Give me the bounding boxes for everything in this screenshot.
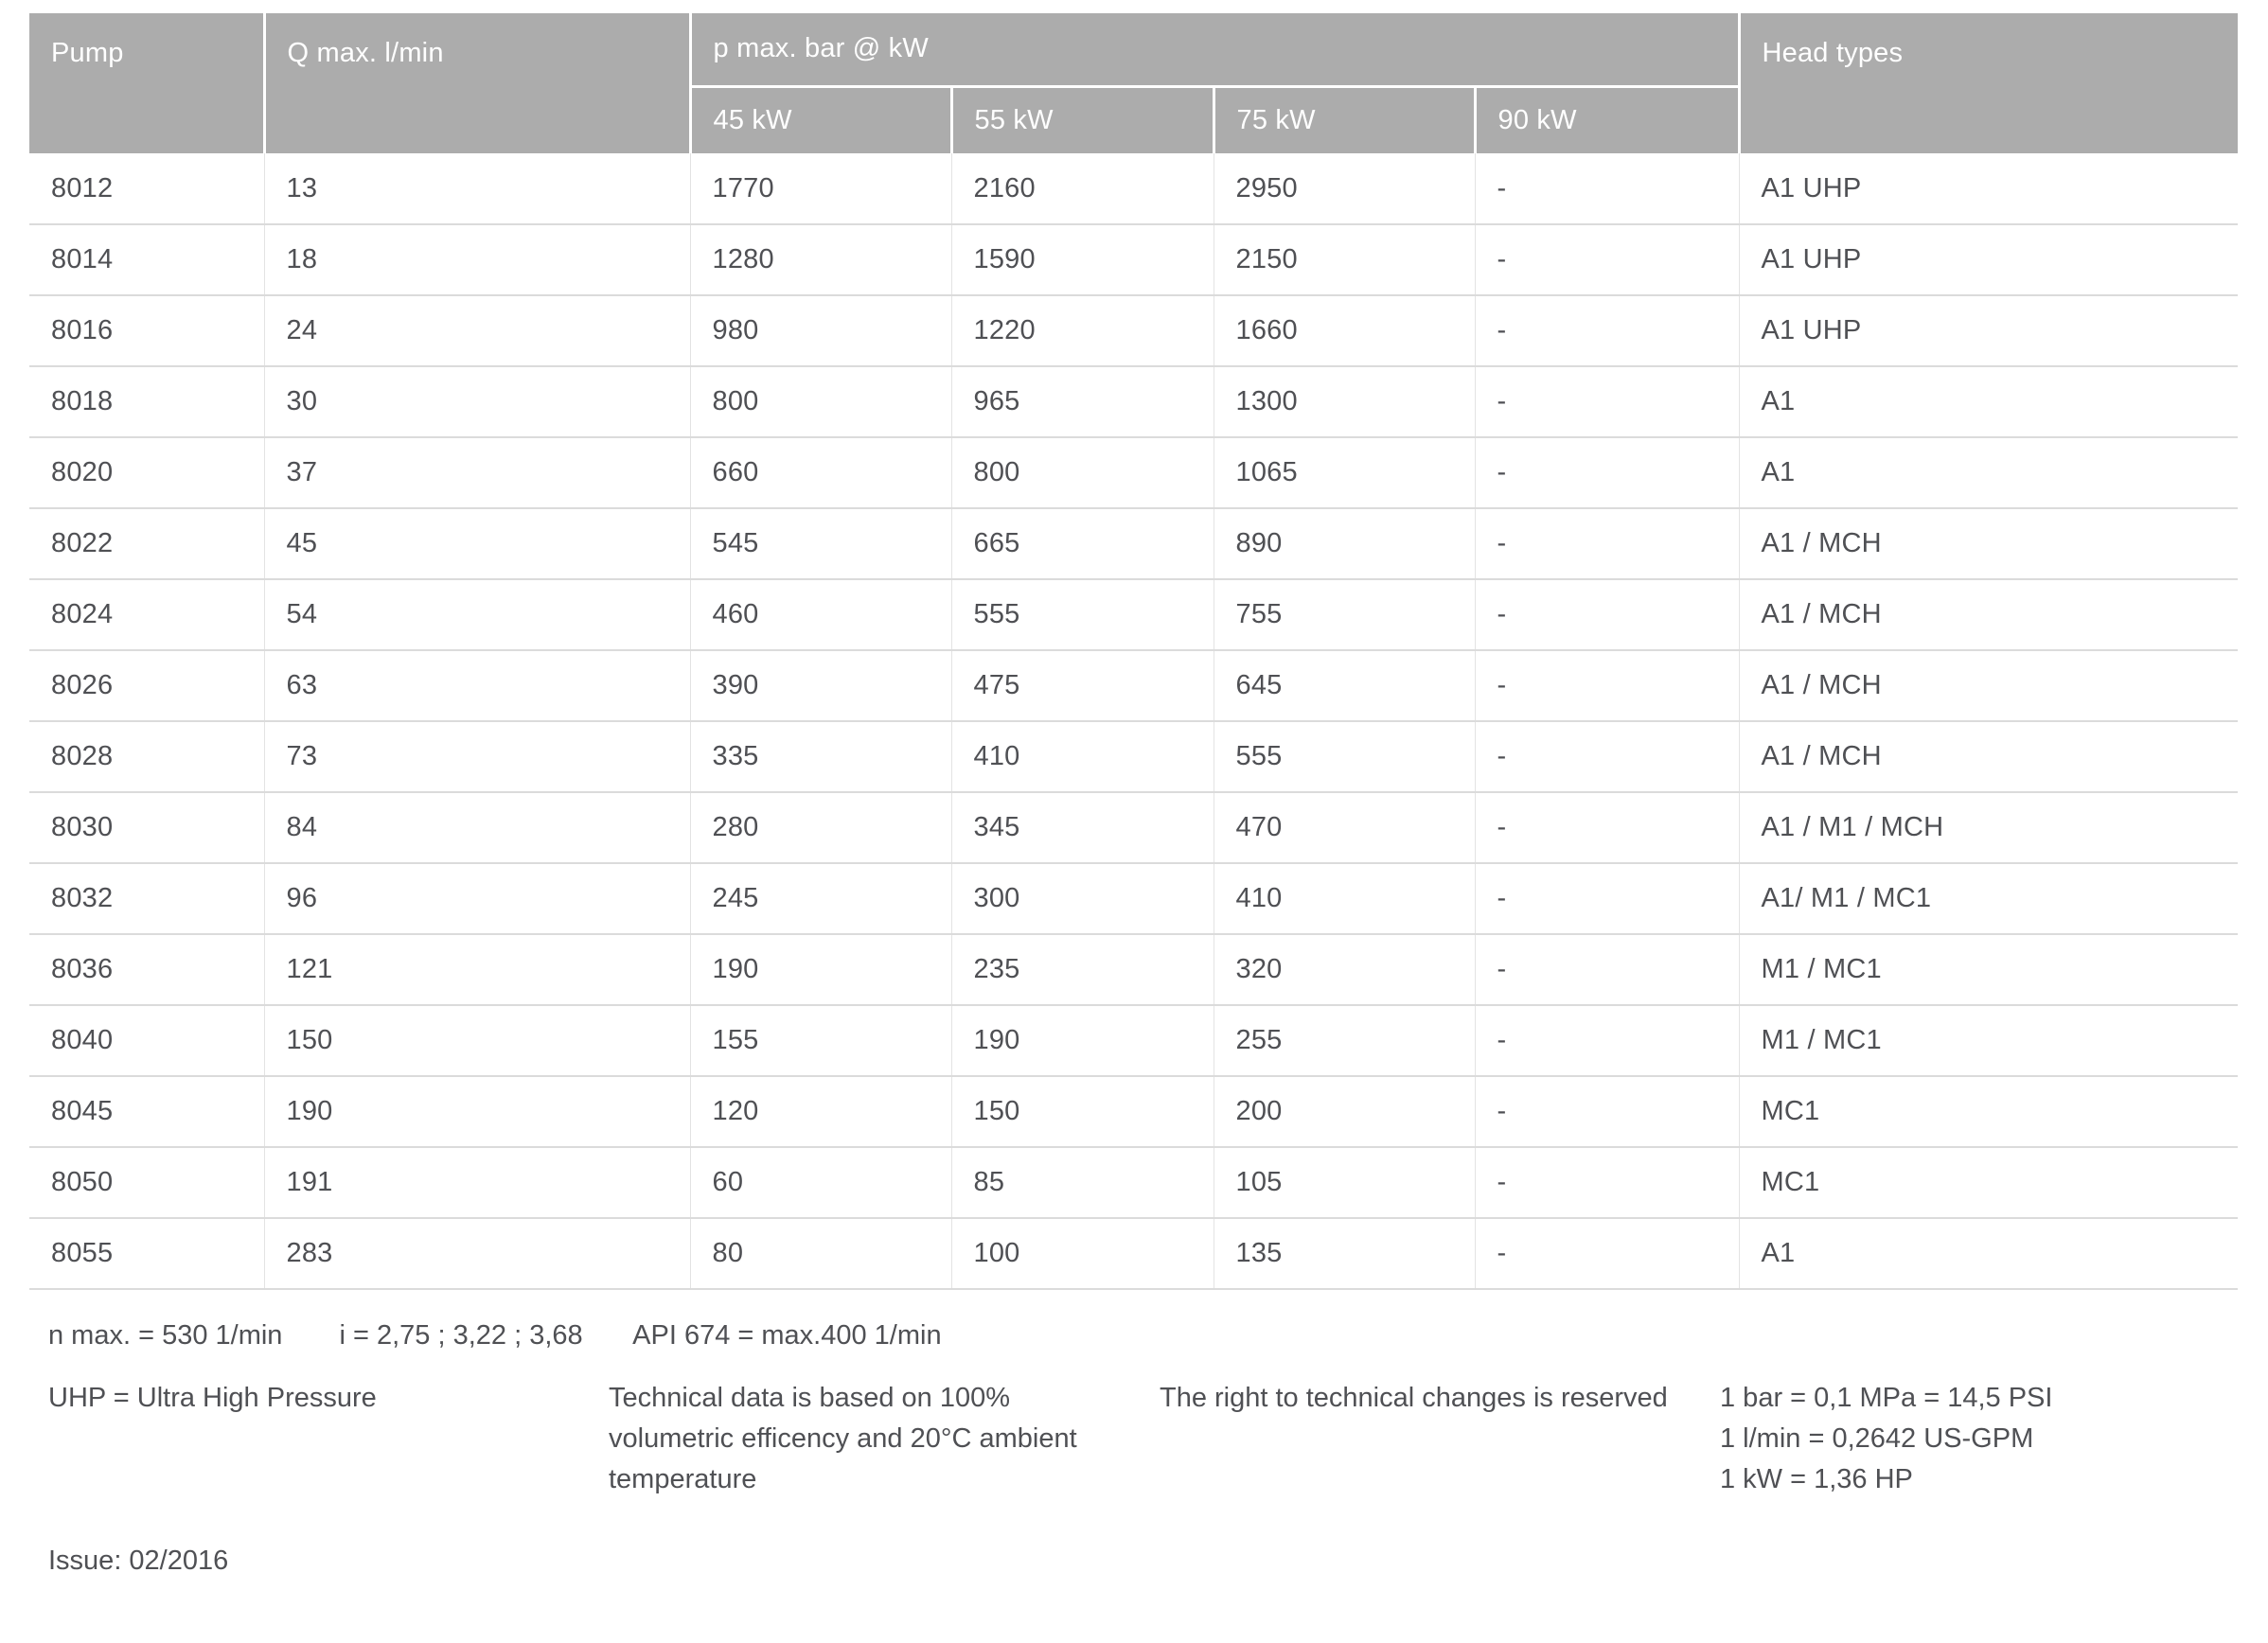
- col-header-45kw: 45 kW: [690, 86, 951, 153]
- legend-row: [48, 1378, 2268, 1500]
- cell-55kw: 1590: [951, 224, 1214, 295]
- cell-head-types: M1 / MC1: [1739, 1005, 2238, 1076]
- cell-55kw: 300: [951, 863, 1214, 934]
- cell-qmax: 63: [264, 650, 690, 721]
- cell-pump: 8024: [29, 579, 264, 650]
- cell-qmax: 190: [264, 1076, 690, 1147]
- cell-75kw: 2150: [1214, 224, 1475, 295]
- table-row: [29, 792, 2238, 863]
- col-header-90kw: 90 kW: [1475, 86, 1739, 153]
- table-row: [29, 1005, 2238, 1076]
- spec-line: [48, 1320, 2268, 1352]
- cell-90kw: -: [1475, 721, 1739, 792]
- cell-55kw: 345: [951, 792, 1214, 863]
- pump-spec-table: [29, 13, 2238, 1290]
- legend-technical-note: [609, 1378, 1160, 1500]
- cell-90kw: -: [1475, 295, 1739, 366]
- cell-75kw: 470: [1214, 792, 1475, 863]
- issue-line: Issue: 02/2016: [48, 1546, 229, 1576]
- cell-45kw: 335: [690, 721, 951, 792]
- cell-75kw: 200: [1214, 1076, 1475, 1147]
- cell-pump: 8055: [29, 1218, 264, 1289]
- cell-head-types: A1 UHP: [1739, 224, 2238, 295]
- cell-head-types: A1 / MCH: [1739, 579, 2238, 650]
- cell-head-types: A1 / MCH: [1739, 721, 2238, 792]
- cell-pump: 8040: [29, 1005, 264, 1076]
- cell-75kw: 1300: [1214, 366, 1475, 437]
- cell-head-types: A1: [1739, 1218, 2238, 1289]
- cell-head-types: A1 / MCH: [1739, 650, 2238, 721]
- cell-head-types: A1 UHP: [1739, 295, 2238, 366]
- cell-55kw: 665: [951, 508, 1214, 579]
- cell-90kw: -: [1475, 863, 1739, 934]
- cell-90kw: -: [1475, 1005, 1739, 1076]
- cell-55kw: 190: [951, 1005, 1214, 1076]
- cell-qmax: 84: [264, 792, 690, 863]
- cell-55kw: 965: [951, 366, 1214, 437]
- cell-head-types: A1 / M1 / MCH: [1739, 792, 2238, 863]
- table-row: [29, 721, 2238, 792]
- cell-75kw: 2950: [1214, 153, 1475, 224]
- spec-n-max: n max. = 530 1/min: [48, 1320, 283, 1351]
- cell-qmax: 283: [264, 1218, 690, 1289]
- table-row: [29, 863, 2238, 934]
- cell-90kw: -: [1475, 792, 1739, 863]
- cell-45kw: 245: [690, 863, 951, 934]
- cell-45kw: 980: [690, 295, 951, 366]
- cell-55kw: 410: [951, 721, 1214, 792]
- cell-qmax: 96: [264, 863, 690, 934]
- cell-55kw: 100: [951, 1218, 1214, 1289]
- cell-55kw: 1220: [951, 295, 1214, 366]
- table-row: [29, 650, 2238, 721]
- cell-pump: 8050: [29, 1147, 264, 1218]
- cell-75kw: 645: [1214, 650, 1475, 721]
- cell-55kw: 150: [951, 1076, 1214, 1147]
- cell-90kw: -: [1475, 437, 1739, 508]
- cell-pump: 8026: [29, 650, 264, 721]
- legend-conversion-line: 1 kW = 1,36 HP: [1720, 1464, 1913, 1494]
- cell-head-types: A1 / MCH: [1739, 508, 2238, 579]
- table-row: [29, 934, 2238, 1005]
- cell-90kw: -: [1475, 153, 1739, 224]
- cell-45kw: 120: [690, 1076, 951, 1147]
- table-footnotes: [48, 1320, 2268, 1577]
- cell-pump: 8014: [29, 224, 264, 295]
- cell-90kw: -: [1475, 934, 1739, 1005]
- legend-conversions: [1720, 1378, 2268, 1500]
- col-header-75kw: 75 kW: [1214, 86, 1475, 153]
- cell-45kw: 60: [690, 1147, 951, 1218]
- cell-90kw: -: [1475, 1218, 1739, 1289]
- cell-90kw: -: [1475, 366, 1739, 437]
- cell-qmax: 37: [264, 437, 690, 508]
- cell-55kw: 2160: [951, 153, 1214, 224]
- table-row: [29, 1147, 2238, 1218]
- cell-55kw: 475: [951, 650, 1214, 721]
- table-row: [29, 508, 2238, 579]
- cell-qmax: 73: [264, 721, 690, 792]
- legend-uhp: UHP = Ultra High Pressure: [48, 1383, 377, 1413]
- table-row: [29, 437, 2238, 508]
- table-row: [29, 224, 2238, 295]
- cell-45kw: 545: [690, 508, 951, 579]
- legend-technical-line: volumetric efficency and 20°C ambient: [609, 1423, 1077, 1454]
- cell-75kw: 410: [1214, 863, 1475, 934]
- cell-45kw: 1280: [690, 224, 951, 295]
- cell-qmax: 54: [264, 579, 690, 650]
- cell-pump: 8030: [29, 792, 264, 863]
- cell-75kw: 555: [1214, 721, 1475, 792]
- cell-qmax: 30: [264, 366, 690, 437]
- legend-rights-note: The right to technical changes is reserved: [1160, 1383, 1668, 1413]
- table-row: [29, 579, 2238, 650]
- spec-api-674: API 674 = max.400 1/min: [632, 1320, 942, 1351]
- cell-head-types: MC1: [1739, 1147, 2238, 1218]
- col-header-head-types: Head types: [1739, 13, 2238, 153]
- cell-qmax: 150: [264, 1005, 690, 1076]
- cell-45kw: 390: [690, 650, 951, 721]
- table-row: [29, 1218, 2238, 1289]
- cell-90kw: -: [1475, 224, 1739, 295]
- table-row: [29, 366, 2238, 437]
- cell-45kw: 460: [690, 579, 951, 650]
- cell-qmax: 24: [264, 295, 690, 366]
- cell-75kw: 135: [1214, 1218, 1475, 1289]
- pump-table-body: [29, 153, 2238, 1289]
- cell-pump: 8036: [29, 934, 264, 1005]
- cell-75kw: 1065: [1214, 437, 1475, 508]
- table-row: [29, 153, 2238, 224]
- cell-45kw: 155: [690, 1005, 951, 1076]
- cell-90kw: -: [1475, 508, 1739, 579]
- cell-qmax: 18: [264, 224, 690, 295]
- cell-75kw: 890: [1214, 508, 1475, 579]
- col-header-55kw: 55 kW: [951, 86, 1214, 153]
- cell-head-types: A1/ M1 / MC1: [1739, 863, 2238, 934]
- cell-45kw: 1770: [690, 153, 951, 224]
- cell-45kw: 280: [690, 792, 951, 863]
- cell-pump: 8012: [29, 153, 264, 224]
- cell-45kw: 800: [690, 366, 951, 437]
- cell-qmax: 191: [264, 1147, 690, 1218]
- cell-75kw: 1660: [1214, 295, 1475, 366]
- cell-75kw: 105: [1214, 1147, 1475, 1218]
- cell-pump: 8020: [29, 437, 264, 508]
- cell-head-types: MC1: [1739, 1076, 2238, 1147]
- cell-45kw: 660: [690, 437, 951, 508]
- cell-head-types: A1: [1739, 437, 2238, 508]
- cell-pump: 8022: [29, 508, 264, 579]
- cell-90kw: -: [1475, 579, 1739, 650]
- cell-75kw: 320: [1214, 934, 1475, 1005]
- col-header-qmax: Q max. l/min: [264, 13, 690, 153]
- cell-45kw: 190: [690, 934, 951, 1005]
- cell-pump: 8016: [29, 295, 264, 366]
- legend-conversion-line: 1 l/min = 0,2642 US-GPM: [1720, 1423, 2034, 1454]
- legend-technical-line: Technical data is based on 100%: [609, 1383, 1011, 1413]
- cell-90kw: -: [1475, 1147, 1739, 1218]
- cell-90kw: -: [1475, 650, 1739, 721]
- legend-technical-line: temperature: [609, 1464, 757, 1494]
- cell-pump: 8045: [29, 1076, 264, 1147]
- legend-conversion-line: 1 bar = 0,1 MPa = 14,5 PSI: [1720, 1383, 2053, 1413]
- spec-i-ratios: i = 2,75 ; 3,22 ; 3,68: [339, 1320, 583, 1351]
- cell-qmax: 121: [264, 934, 690, 1005]
- cell-pump: 8032: [29, 863, 264, 934]
- cell-75kw: 755: [1214, 579, 1475, 650]
- col-header-pmax-group: p max. bar @ kW: [690, 13, 1739, 86]
- table-row: [29, 295, 2238, 366]
- cell-90kw: -: [1475, 1076, 1739, 1147]
- cell-qmax: 13: [264, 153, 690, 224]
- cell-55kw: 555: [951, 579, 1214, 650]
- cell-55kw: 800: [951, 437, 1214, 508]
- table-row: [29, 1076, 2238, 1147]
- col-header-pump: Pump: [29, 13, 264, 153]
- cell-head-types: M1 / MC1: [1739, 934, 2238, 1005]
- cell-55kw: 85: [951, 1147, 1214, 1218]
- cell-head-types: A1: [1739, 366, 2238, 437]
- cell-45kw: 80: [690, 1218, 951, 1289]
- cell-pump: 8028: [29, 721, 264, 792]
- cell-head-types: A1 UHP: [1739, 153, 2238, 224]
- cell-55kw: 235: [951, 934, 1214, 1005]
- cell-pump: 8018: [29, 366, 264, 437]
- cell-qmax: 45: [264, 508, 690, 579]
- table-header: [29, 13, 2238, 153]
- cell-75kw: 255: [1214, 1005, 1475, 1076]
